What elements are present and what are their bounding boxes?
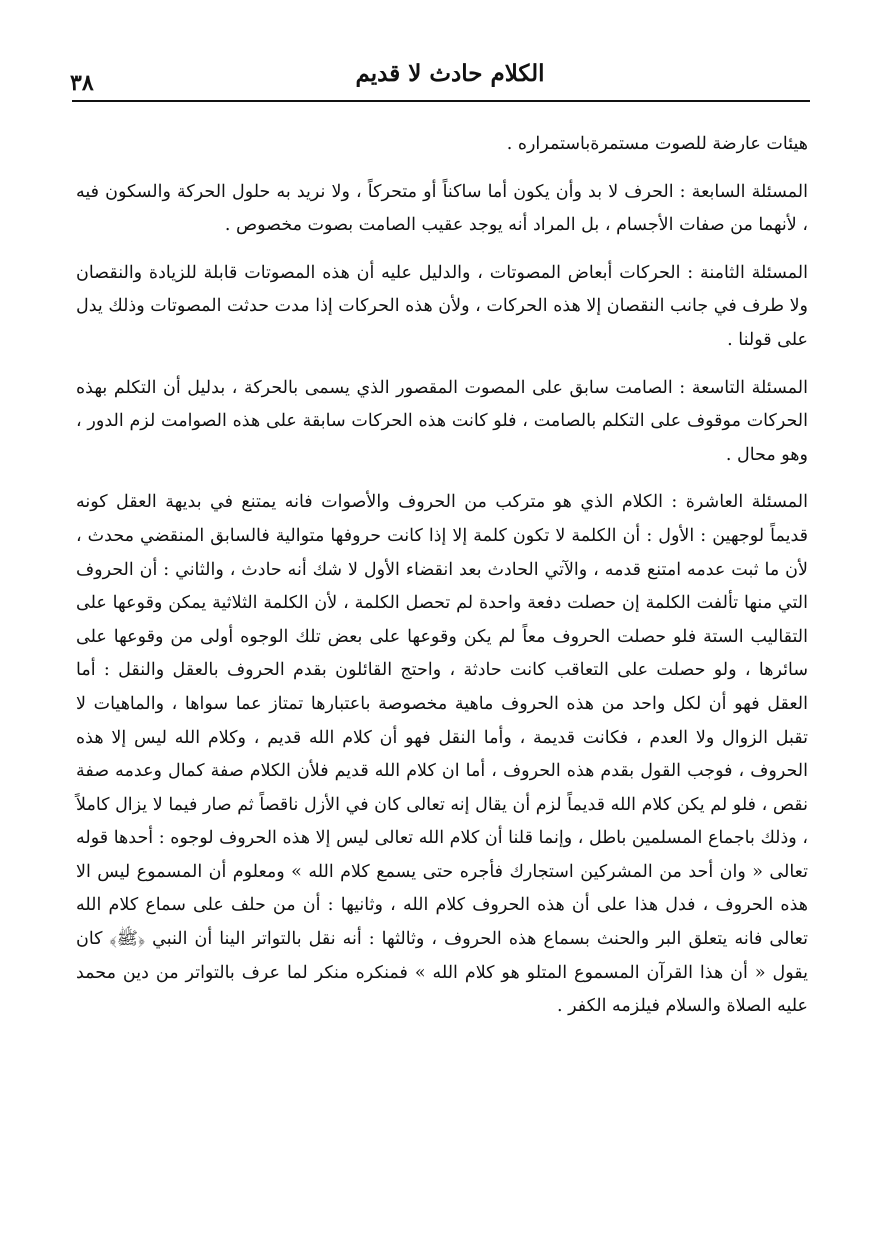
paragraph-continuation: هيئات عارضة للصوت مستمرةباستمراره .	[506, 134, 808, 154]
header-divider	[72, 100, 810, 102]
running-title: الكلام حادث لا قديم	[355, 60, 545, 87]
paragraph-issue-eight: المسئلة الثامنة : الحركات أبعاض المصوتات ، والدليل عليه أن هذه المصوتات قابلة للزيادة والنقصان ولا طرف في جانب النقصان إلا هذه الحركات ، ولأن هذه الحركات إذا مدت حدثت المصوتات وذلك يدل على قولنا .	[76, 262, 808, 350]
page-number: ٣٨	[70, 70, 94, 96]
page-header	[70, 60, 808, 100]
paragraph-issue-seven: المسئلة السابعة : الحرف لا بد وأن يكون أما ساكناً أو متحركاً ، ولا نريد به حلول الحركة والسكون فيه ، لأنهما من صفات الأجسام ، بل المراد أنه يوجد عقيب الصامت بصوت مخصوص .	[76, 181, 808, 236]
paragraph-issue-nine: المسئلة التاسعة : الصامت سابق على المصوت المقصور الذي يسمى بالحركة ، بدليل أن التكلم بهذه الحركات موقوف على التكلم بالصامت ، فلو كانت هذه الحركات سابقة على هذه الصوامت لزم الدور ، وهو محال .	[76, 377, 808, 465]
paragraph-issue-ten: المسئلة العاشرة : الكلام الذي هو متركب من الحروف والأصوات فانه يمتنع في بديهة العقل كونه قديماً لوجهين : الأول : أن الكلمة لا تكون كلمة إلا إذا كانت حروفها متوالية فالسابق المنقضي محدث ، لأن ما ثبت عدمه امتنع قدمه ، والآتي الحادث بعد انقضاء الأول لا شك أنه حادث ، والثاني : أن الحروف التي منها تألفت الكلمة إن حصلت دفعة واحدة لم تحصل الكلمة ، لأن الكلمة الثلاثية يمكن وقوعها على التقاليب الستة فلو حصلت الحروف معاً لم يكن وقوعها على بعض تلك الوجوه أولى من وقوعها على سائرها ، ولو حصلت على التعاقب كانت حادثة ، واحتج القائلون بقدم الحروف بالعقل والنقل : أما العقل فهو أن لكل واحد من هذه الحروف ماهية مخصوصة باعتبارها تمتاز عما سواها ، والماهيات لا تقبل الزوال ولا العدم ، فكانت قديمة ، وأما النقل فهو أن كلام الله قديم ، وكلام الله ليس إلا هذه الحروف ، فوجب القول بقدم هذه الحروف ، أما ان كلام الله قديم فلأن الكلام صفة كمال وعدمه صفة نقص ، فلو لم يكن كلام الله قديماً لزم أن يقال إنه تعالى كان في الأزل ناقصاً ثم صار فيما لا يزال كاملاً ، وذلك باجماع المسلمين باطل ، وإنما قلنا أن كلام الله تعالى ليس إلا هذه الحروف لوجوه : أحدها قوله تعالى « وان أحد من المشركين استجارك فأجره حتى يسمع كلام الله » ومعلوم أن المسموع ليس الا هذه الحروف ، فدل هذا على أن هذه الحروف كلام الله ، وثانيها : أن من حلف على سماع كلام الله تعالى فانه يتعلق البر والحنث بسماع هذه الحروف ، وثالثها : أنه نقل بالتواتر الينا أن النبي ﴿ﷺ﴾ كان يقول « أن هذا القرآن المسموع المتلو هو كلام الله » فمنكره منكر لما عرف بالتواتر من دين محمد عليه الصلاة والسلام فيلزمه الكفر .	[76, 492, 808, 1017]
page-body	[76, 128, 808, 1038]
